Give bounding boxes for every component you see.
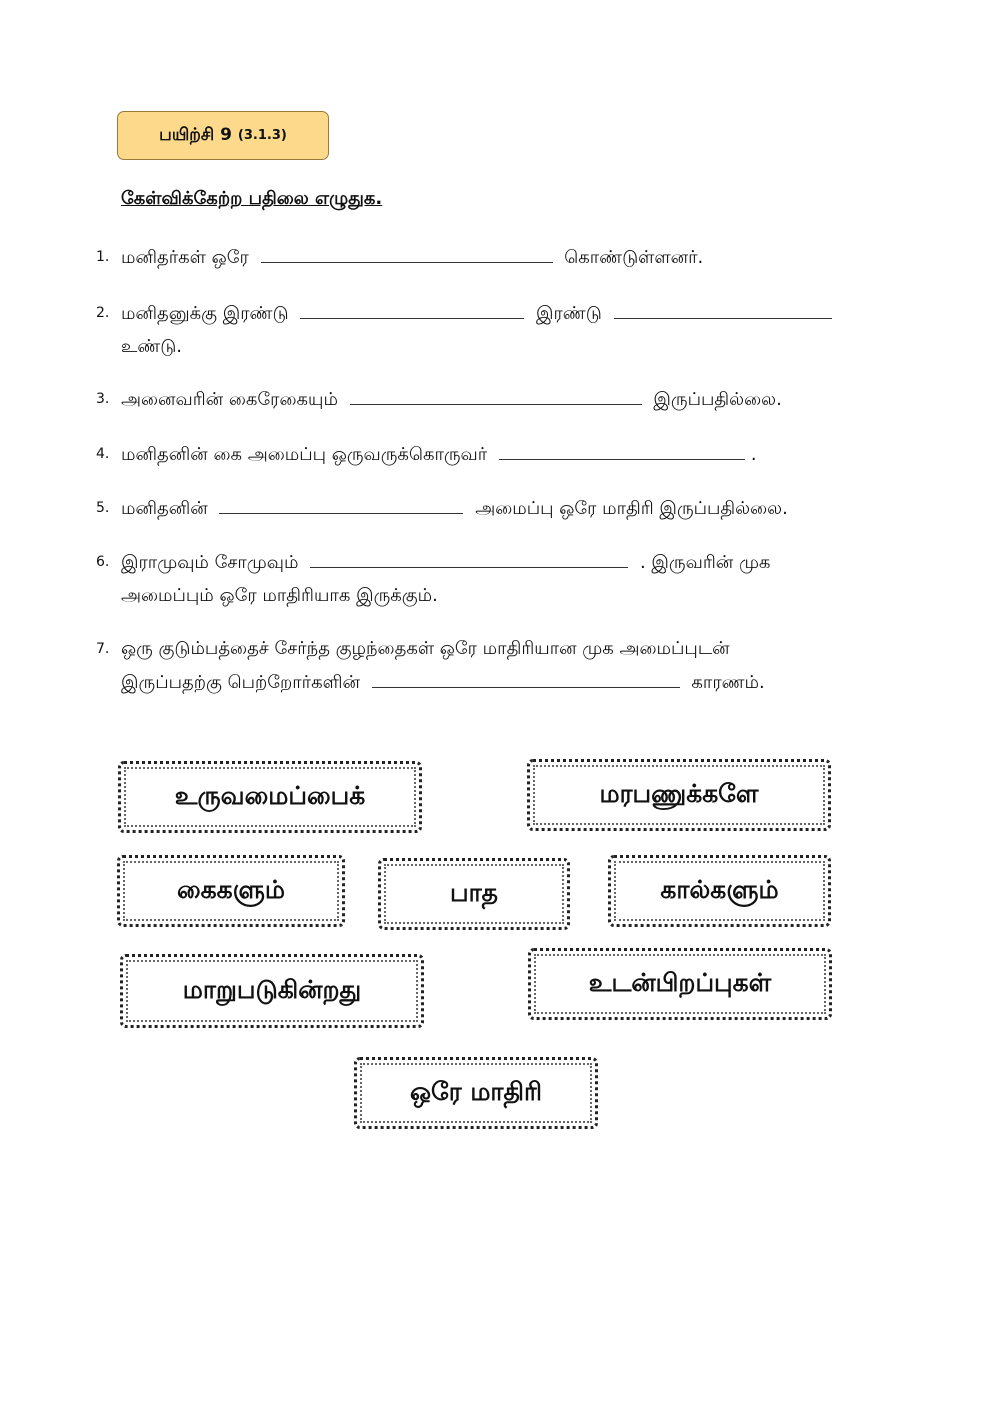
exercise-badge (117, 111, 329, 160)
question-1 (96, 240, 906, 274)
question-text: மனிதனுக்கு இரண்டு (121, 303, 289, 324)
question-number: 1. (96, 249, 110, 265)
word-bank-item[interactable]: கால்களும் (608, 855, 831, 927)
question-text: . இருவரின் முக (639, 552, 771, 573)
answer-blank[interactable] (614, 296, 832, 319)
answer-blank[interactable] (350, 382, 642, 405)
word-bank-item[interactable]: மாறுபடுகின்றது (120, 954, 424, 1028)
word-bank-item[interactable]: கைகளும் (117, 855, 345, 927)
word-bank-item[interactable]: பாத (378, 858, 570, 930)
answer-blank[interactable] (219, 491, 463, 514)
question-6 (96, 545, 906, 612)
answer-blank[interactable] (261, 240, 553, 263)
question-text: மனிதனின் கை அமைப்பு ஒருவருக்கொருவர் (121, 444, 488, 465)
word-bank-item[interactable]: உருவமைப்பைக் (118, 761, 422, 833)
answer-blank[interactable] (310, 545, 628, 568)
question-number: 6. (96, 554, 110, 570)
question-text: இருப்பதற்கு பெற்றோர்களின் (121, 672, 360, 693)
question-2 (96, 296, 906, 363)
exercise-code: (3.1.3) (237, 128, 287, 143)
instruction-heading: கேள்விக்கேற்ற பதிலை எழுதுக. (121, 188, 383, 209)
question-text: . (750, 444, 757, 465)
question-3 (96, 382, 906, 416)
answer-blank[interactable] (372, 665, 680, 688)
answer-blank[interactable] (499, 437, 745, 460)
question-text: கொண்டுள்ளனர். (564, 247, 704, 268)
exercise-title: பயிற்சி 9 (159, 124, 232, 145)
question-number: 5. (96, 500, 110, 516)
question-text: இரண்டு (536, 303, 602, 324)
question-text: இராமுவும் சோமுவும் (121, 552, 299, 573)
question-number: 4. (96, 446, 110, 462)
answer-blank[interactable] (300, 296, 524, 319)
question-text: மனிதனின் (121, 498, 208, 519)
question-5 (96, 491, 906, 525)
question-number: 7. (96, 641, 110, 657)
question-7 (96, 632, 906, 699)
question-text: அமைப்பு ஒரே மாதிரி இருப்பதில்லை. (475, 498, 788, 519)
question-number: 2. (96, 305, 110, 321)
question-text: இருப்பதில்லை. (653, 389, 782, 410)
question-text: மனிதர்கள் ஒரே (121, 247, 249, 268)
question-text: ஒரு குடும்பத்தைச் சேர்ந்த குழந்தைகள் ஒரே மாதிரியான முக அமைப்புடன் (121, 638, 730, 659)
question-number: 3. (96, 391, 110, 407)
question-4 (96, 437, 906, 471)
question-text: காரணம். (691, 672, 765, 693)
question-text: அமைப்பும் ஒரே மாதிரியாக இருக்கும். (121, 585, 438, 606)
word-bank-item[interactable]: உடன்பிறப்புகள் (528, 948, 832, 1020)
question-text: உண்டு. (121, 336, 183, 357)
word-bank-item[interactable]: ஒரே மாதிரி (354, 1057, 598, 1129)
word-bank-item[interactable]: மரபணுக்களே (527, 759, 831, 831)
question-text: அனைவரின் கைரேகையும் (121, 389, 338, 410)
